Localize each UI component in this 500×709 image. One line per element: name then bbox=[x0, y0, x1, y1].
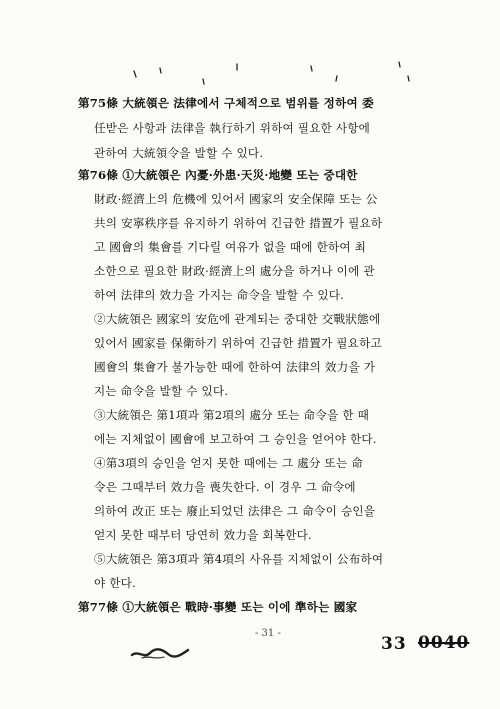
text-line-9: 하여 法律의 效力을 가지는 命令을 발할 수 있다. bbox=[94, 288, 345, 302]
text-line-14: ③大統領은 第1項과 第2項의 處分 또는 命令을 한 때 bbox=[94, 408, 370, 422]
text-line-6: 共의 安寧秩序를 유지하기 위하여 긴급한 措置가 필요하 bbox=[94, 216, 383, 230]
text-line-17: 令은 그때부터 效力을 喪失한다. 이 경우 그 命令에 bbox=[94, 480, 356, 494]
text-line-13: 지는 命令을 발할 수 있다. bbox=[94, 384, 229, 398]
printed-page-number: - 31 - bbox=[255, 628, 281, 639]
text-line-18: 의하여 改正 또는 廢止되었던 法律은 그 命令이 승인을 bbox=[94, 504, 376, 518]
text-line-5: 財政·經濟上의 危機에 있어서 國家의 安全保障 또는 公 bbox=[94, 192, 378, 206]
text-line-10: ②大統領은 國家의 安危에 관계되는 중대한 交戰狀態에 bbox=[94, 312, 381, 326]
handwritten-mark bbox=[128, 640, 192, 664]
text-line-16: ④第3項의 승인을 얻지 못한 때에는 그 處分 또는 命 bbox=[94, 456, 364, 470]
text-line-3: 관하여 大統領令을 발할 수 있다. bbox=[94, 146, 264, 160]
text-line-22: 第77條 ①大統領은 戰時·事變 또는 이에 準하는 國家 bbox=[78, 600, 358, 614]
page-number: 33 bbox=[381, 634, 407, 654]
text-line-19: 얻지 못한 때부터 당연히 效力을 회복한다. bbox=[94, 528, 312, 542]
text-line-21: 야 한다. bbox=[94, 576, 136, 590]
text-line-15: 에는 지체없이 國會에 보고하여 그 승인을 얻어야 한다. bbox=[94, 432, 377, 446]
text-line-1: 第75條 大統領은 法律에서 구체적으로 범위를 정하여 委 bbox=[78, 96, 374, 110]
text-line-2: 任받은 사항과 法律을 執行하기 위하여 필요한 사항에 bbox=[94, 121, 371, 135]
struck-page-number: 0040 bbox=[418, 633, 470, 653]
scan-specks bbox=[0, 40, 500, 90]
text-line-20: ⑤大統領은 第3項과 第4項의 사유를 지체없이 公布하여 bbox=[94, 552, 384, 566]
text-line-12: 國會의 集會가 불가능한 때에 한하여 法律의 效力을 가 bbox=[94, 360, 376, 374]
text-line-11: 있어서 國家를 保衛하기 위하여 긴급한 措置가 필요하고 bbox=[94, 336, 382, 350]
text-line-8: 소한으로 필요한 財政·經濟上의 處分을 하거나 이에 관 bbox=[94, 264, 375, 278]
text-line-7: 고 國會의 集會를 기다릴 여유가 없을 때에 한하여 최 bbox=[94, 240, 367, 254]
text-line-4: 第76條 ①大統領은 內憂·外患·天災·地變 또는 중대한 bbox=[78, 168, 358, 182]
